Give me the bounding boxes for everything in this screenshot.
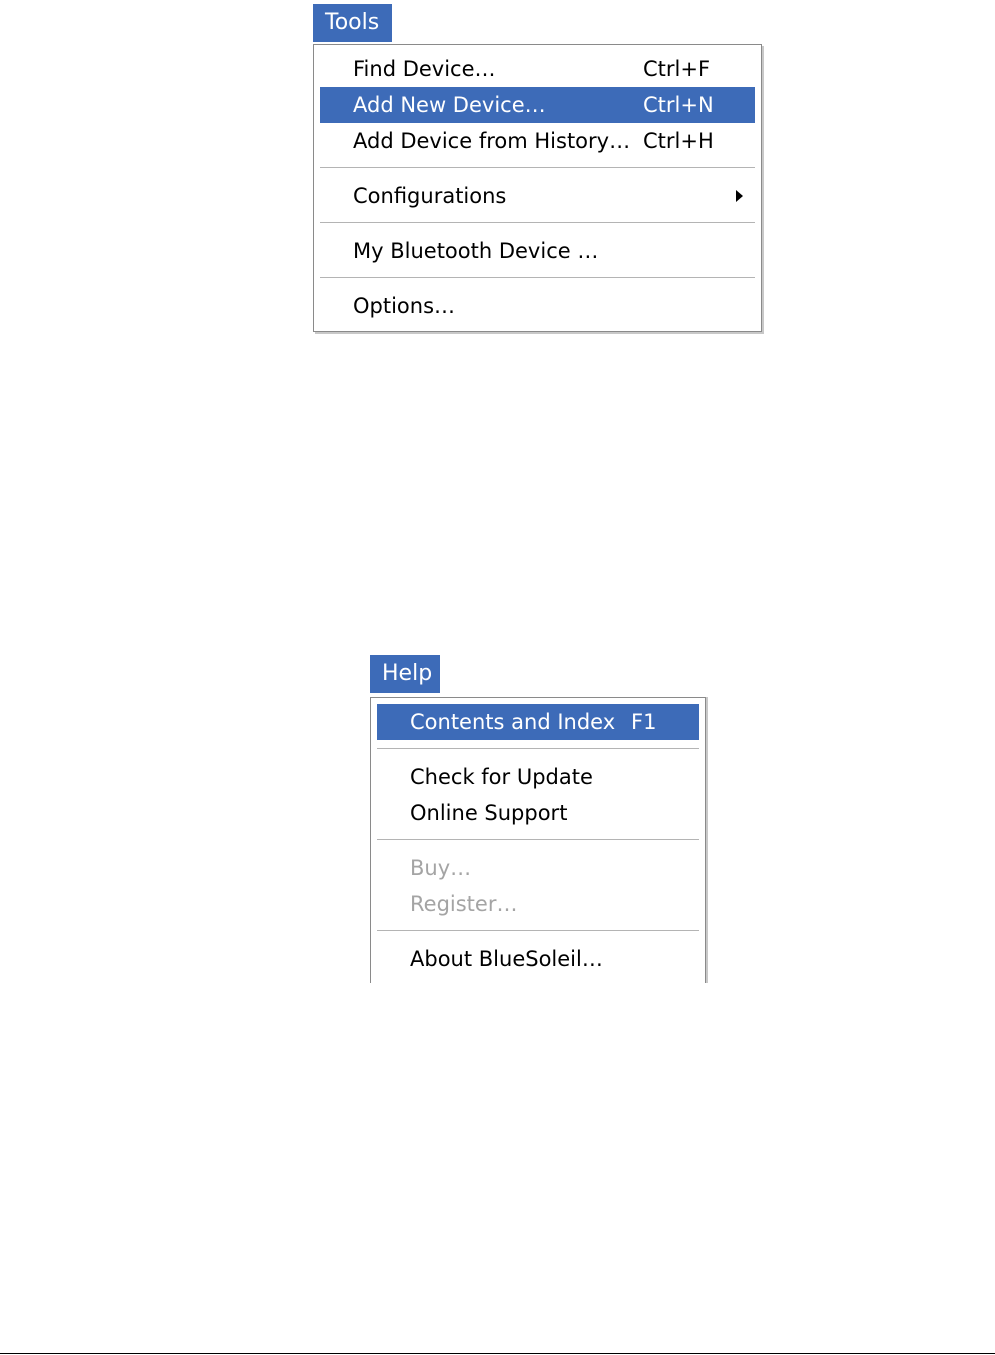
menu-item-online-support[interactable] (377, 795, 699, 831)
menu-item-check-for-update[interactable] (377, 759, 699, 795)
menu-item-label: Add Device from History… (353, 129, 631, 153)
menu-item-label: My Bluetooth Device … (353, 239, 599, 263)
menu-item-label: Check for Update (410, 765, 593, 789)
menu-item-label: Options… (353, 294, 456, 318)
menu-item-shortcut: F1 (631, 710, 657, 734)
menu-item-shortcut: Ctrl+H (643, 129, 714, 153)
menu-item-shortcut: Ctrl+N (643, 93, 714, 117)
menu-separator (377, 930, 699, 932)
menu-item-buy (377, 850, 699, 886)
menu-separator (377, 748, 699, 750)
menu-item-shortcut: Ctrl+F (643, 57, 711, 81)
menu-item-label: Find Device… (353, 57, 496, 81)
menu-item-label: Buy… (410, 856, 472, 880)
tools-menu-dropdown (313, 44, 762, 332)
menu-item-label: Configurations (353, 184, 507, 208)
menu-separator (320, 167, 755, 169)
menu-item-label: Register… (410, 892, 518, 916)
menu-item-find-device[interactable] (320, 51, 755, 87)
menu-separator (320, 277, 755, 279)
menu-item-contents-and-index[interactable] (377, 704, 699, 740)
menu-item-configurations[interactable] (320, 178, 755, 214)
menu-item-label: Contents and Index (410, 710, 616, 734)
submenu-arrow-icon (736, 190, 743, 202)
menu-item-add-device-from-history[interactable] (320, 123, 755, 159)
help-menu-dropdown (370, 697, 706, 983)
menu-separator (320, 222, 755, 224)
menu-separator (377, 839, 699, 841)
menu-item-add-new-device[interactable] (320, 87, 755, 123)
tools-menu-title[interactable]: Tools (313, 4, 392, 42)
page-footer-rule (0, 1353, 995, 1354)
menu-item-label: About BlueSoleil… (410, 947, 603, 971)
help-menu-title[interactable]: Help (370, 655, 440, 693)
menu-item-register (377, 886, 699, 922)
menu-item-label: Online Support (410, 801, 568, 825)
menu-item-label: Add New Device… (353, 93, 546, 117)
menu-item-about-bluesoleil[interactable] (377, 941, 699, 977)
menu-item-my-bluetooth-device[interactable] (320, 233, 755, 269)
menu-item-options[interactable] (320, 288, 755, 324)
